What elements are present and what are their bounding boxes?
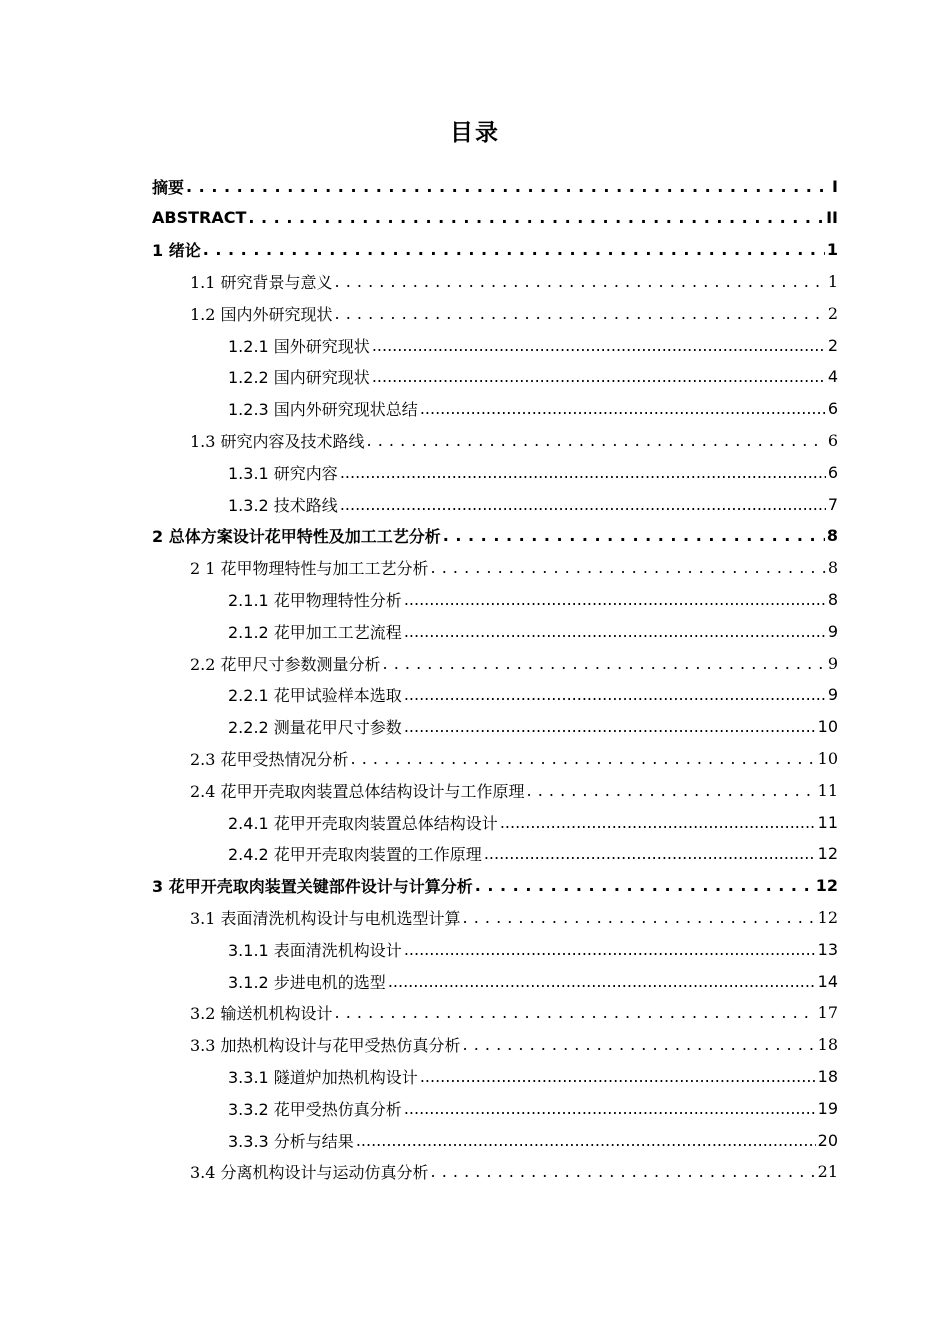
toc-entry-label: 2.1.2 花甲加工工艺流程 (228, 622, 402, 642)
toc-leader-dots (351, 749, 816, 768)
toc-entry-page: 1 (827, 271, 838, 291)
toc-leader-dots (500, 813, 816, 832)
toc-entry-label: 3 花甲开壳取肉装置关键部件设计与计算分析 (152, 877, 473, 897)
toc-entry-page: 10 (817, 717, 838, 737)
toc-leader-dots (484, 844, 816, 863)
toc-leader-dots (527, 781, 816, 800)
page-title: 目录 (450, 120, 500, 146)
toc-entry[interactable] (152, 202, 838, 234)
toc-entry[interactable] (228, 583, 838, 615)
toc-entry-page: 20 (817, 1130, 838, 1150)
toc-entry-page: 8 (827, 589, 838, 609)
toc-entry-label: 3.1.1 表面清洗机构设计 (228, 940, 402, 960)
toc-entry[interactable] (190, 1156, 838, 1188)
toc-entry[interactable] (190, 901, 838, 933)
toc-entry-page: 11 (817, 812, 838, 832)
toc-entry-page: 11 (817, 780, 838, 800)
toc-leader-dots (404, 940, 816, 959)
toc-entry-label: 3.3.2 花甲受热仿真分析 (228, 1099, 402, 1119)
toc-entry[interactable] (152, 520, 838, 552)
toc-entry-page: 6 (827, 399, 838, 419)
toc-leader-dots (367, 431, 826, 450)
toc-entry-page: 2 (827, 335, 838, 355)
toc-entry-label: 摘要 (152, 177, 185, 197)
toc-entry[interactable] (228, 1092, 838, 1124)
toc-leader-dots (404, 685, 826, 704)
toc-leader-dots (431, 558, 826, 577)
toc-leader-dots (340, 463, 826, 482)
toc-leader-dots (335, 304, 826, 323)
toc-entry-label: ABSTRACT (152, 208, 247, 228)
toc-entry[interactable] (228, 1124, 838, 1156)
toc-leader-dots (404, 1099, 816, 1118)
toc-entry-label: 3.3.3 分析与结果 (228, 1131, 354, 1151)
toc-entry[interactable] (228, 838, 838, 870)
toc-entry-page: 19 (817, 1098, 838, 1118)
toc-entry[interactable] (228, 1060, 838, 1092)
toc-entry-label: 1 绪论 (152, 241, 201, 261)
toc-leader-dots (356, 1131, 816, 1150)
toc-entry-label: 1.3.1 研究内容 (228, 463, 338, 483)
toc-leader-dots (372, 336, 826, 355)
toc-leader-dots (404, 717, 816, 736)
toc-entry-label: 2.2.2 测量花甲尺寸参数 (228, 718, 402, 738)
toc-entry-page: 1 (826, 240, 838, 260)
toc-entry-page: 21 (817, 1162, 838, 1182)
toc-entry-page: 12 (817, 907, 838, 927)
toc-entry-page: 6 (827, 462, 838, 482)
toc-leader-dots (372, 367, 826, 386)
toc-entry[interactable] (228, 679, 838, 711)
toc-entry[interactable] (190, 265, 838, 297)
toc-entry-label: 1.3 研究内容及技术路线 (190, 431, 365, 451)
toc-entry-page: 9 (827, 685, 838, 705)
toc-leader-dots (420, 399, 826, 418)
toc-entry[interactable] (228, 361, 838, 393)
toc-leader-dots (404, 590, 826, 609)
toc-entry-page: 6 (827, 430, 838, 450)
toc-entry-label: 3.2 输送机机构设计 (190, 1004, 333, 1024)
toc-entry-label: 1.2.1 国外研究现状 (228, 336, 370, 356)
toc-entry-page: 2 (827, 303, 838, 323)
toc-entry-page: 18 (817, 1035, 838, 1055)
toc-entry-label: 1.3.2 技术路线 (228, 495, 338, 515)
toc-entry[interactable] (152, 234, 838, 266)
toc-entry-label: 2.4.2 花甲开壳取肉装置的工作原理 (228, 845, 482, 865)
toc-entry[interactable] (190, 742, 838, 774)
toc-leader-dots (335, 272, 826, 291)
toc-entry-label: 2.2 花甲尺寸参数测量分析 (190, 654, 381, 674)
toc-leader-dots (248, 208, 824, 227)
toc-entry[interactable] (228, 488, 838, 520)
toc-entry-label: 2.2.1 花甲试验样本选取 (228, 686, 402, 706)
toc-entry-label: 2.4.1 花甲开壳取肉装置总体结构设计 (228, 813, 498, 833)
toc-leader-dots (431, 1162, 816, 1181)
toc-entry-label: 1.1 研究背景与意义 (190, 272, 333, 292)
toc-entry-page: II (826, 208, 838, 228)
toc-entry-label: 2.1.1 花甲物理特性分析 (228, 590, 402, 610)
toc-entry-label: 1.2 国内外研究现状 (190, 304, 333, 324)
toc-entry-label: 2.3 花甲受热情况分析 (190, 749, 349, 769)
toc-entry-page: 9 (827, 653, 838, 673)
toc-leader-dots (388, 972, 816, 991)
toc-entry[interactable] (228, 806, 838, 838)
toc-leader-dots (383, 654, 826, 673)
toc-entry[interactable] (190, 552, 838, 584)
toc-leader-dots (340, 495, 826, 514)
toc-entry-label: 2 1 花甲物理特性与加工工艺分析 (190, 559, 429, 579)
toc-entry-label: 3.1.2 步进电机的选型 (228, 972, 386, 992)
toc-entry-page: 12 (817, 844, 838, 864)
toc-leader-dots (420, 1067, 816, 1086)
toc-entry[interactable] (190, 424, 838, 456)
toc-entry-label: 2 总体方案设计花甲特性及加工工艺分析 (152, 527, 441, 547)
toc-entry-page: 17 (817, 1003, 838, 1023)
toc-entry-label: 2.4 花甲开壳取肉装置总体结构设计与工作原理 (190, 781, 525, 801)
toc-entry-page: 12 (815, 876, 838, 896)
toc-entry[interactable] (152, 870, 838, 902)
toc-entry[interactable] (190, 774, 838, 806)
toc-entry[interactable] (228, 615, 838, 647)
toc-entry-label: 1.2.2 国内研究现状 (228, 368, 370, 388)
toc-leader-dots (443, 526, 825, 545)
toc-leader-dots (463, 908, 816, 927)
toc-entry[interactable] (152, 170, 838, 202)
toc-entry-page: 13 (817, 939, 838, 959)
toc-leader-dots (203, 240, 825, 259)
toc-entry-label: 3.4 分离机构设计与运动仿真分析 (190, 1163, 429, 1183)
toc-entry-page: 10 (817, 748, 838, 768)
toc-entry-label: 3.3 加热机构设计与花甲受热仿真分析 (190, 1036, 461, 1056)
toc-entry-label: 3.3.1 隧道炉加热机构设计 (228, 1067, 418, 1087)
toc-entry-label: 3.1 表面清洗机构设计与电机选型计算 (190, 908, 461, 928)
toc-entry-page: 4 (827, 367, 838, 387)
toc-entry[interactable] (190, 1029, 838, 1061)
toc-entry-page: I (832, 176, 838, 196)
toc-entry[interactable] (190, 297, 838, 329)
toc-entry-page: 14 (817, 971, 838, 991)
toc-entry[interactable] (228, 711, 838, 743)
toc-entry[interactable] (190, 647, 838, 679)
toc-entry[interactable] (228, 329, 838, 361)
toc-leader-dots (475, 876, 814, 895)
toc-entry-page: 8 (827, 558, 838, 578)
toc-entry[interactable] (228, 933, 838, 965)
toc-leader-dots (186, 177, 830, 196)
toc-leader-dots (335, 1003, 816, 1022)
toc-entry-page: 18 (817, 1066, 838, 1086)
toc-entry[interactable] (190, 997, 838, 1029)
toc-entry[interactable] (228, 965, 838, 997)
toc-leader-dots (463, 1035, 816, 1054)
toc-leader-dots (404, 622, 826, 641)
toc-entry-page: 7 (827, 494, 838, 514)
toc-entry[interactable] (228, 393, 838, 425)
toc-entry[interactable] (228, 456, 838, 488)
toc-entry-page: 8 (826, 526, 838, 546)
toc-entry-page: 9 (827, 621, 838, 641)
toc-entry-label: 1.2.3 国内外研究现状总结 (228, 400, 418, 420)
